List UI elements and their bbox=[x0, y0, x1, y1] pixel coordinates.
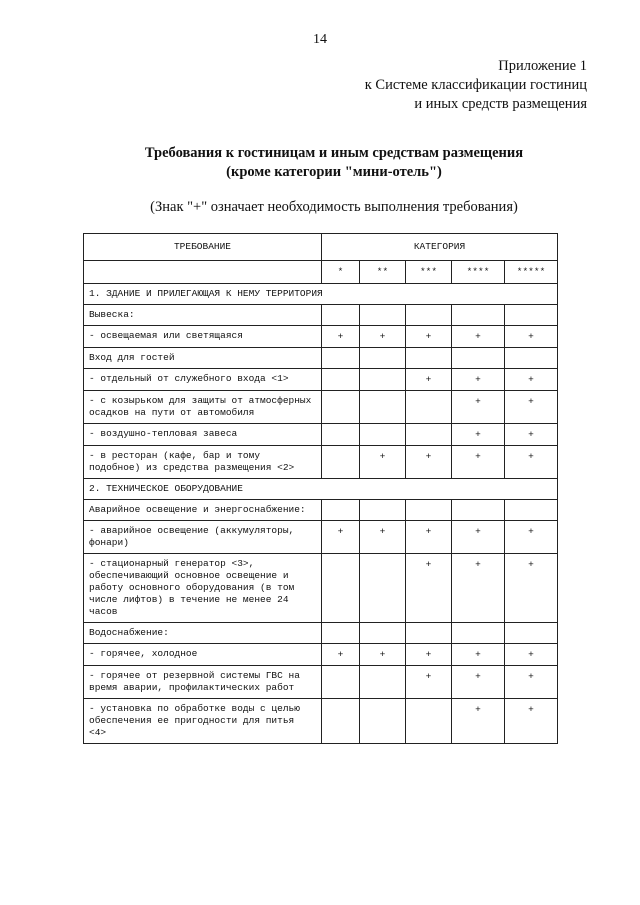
requirement-text: - стационарный генератор <3>, обеспечивающий основное освещение и работу основного оборудования (в том числе лифтов) в течение не менее 24 часов bbox=[84, 554, 322, 623]
category-mark-3: + bbox=[406, 666, 452, 699]
group-row bbox=[84, 623, 558, 644]
category-mark-4: + bbox=[452, 391, 505, 424]
category-mark-2 bbox=[360, 391, 406, 424]
category-mark-2 bbox=[360, 554, 406, 623]
requirement-text: - в ресторан (кафе, бар и тому подобное) из средства размещения <2> bbox=[84, 446, 322, 479]
category-mark-5: + bbox=[505, 446, 558, 479]
category-mark-1 bbox=[322, 699, 360, 744]
group-label: Аварийное освещение и энергоснабжение: bbox=[84, 500, 322, 521]
category-mark-4: + bbox=[452, 666, 505, 699]
requirement-row bbox=[84, 666, 558, 699]
category-mark-1 bbox=[322, 446, 360, 479]
requirement-text: - воздушно-тепловая завеса bbox=[84, 424, 322, 446]
category-mark-2 bbox=[360, 424, 406, 446]
requirement-row bbox=[84, 391, 558, 424]
category-mark-4: + bbox=[452, 554, 505, 623]
appendix-line-3: и иных средств размещения bbox=[414, 96, 587, 112]
category-mark-5: + bbox=[505, 554, 558, 623]
requirement-text: - горячее от резервной системы ГВС на время аварии, профилактических работ bbox=[84, 666, 322, 699]
category-mark-2 bbox=[360, 369, 406, 391]
category-mark-4: + bbox=[452, 644, 505, 666]
document-title bbox=[0, 144, 640, 182]
table-stars-row bbox=[84, 261, 558, 284]
requirement-row bbox=[84, 644, 558, 666]
section-row bbox=[84, 479, 558, 500]
category-mark-3: + bbox=[406, 446, 452, 479]
star-category-2: ** bbox=[360, 261, 406, 284]
category-mark-4 bbox=[452, 348, 505, 369]
requirement-text: - освещаемая или светящаяся bbox=[84, 326, 322, 348]
category-mark-2 bbox=[360, 666, 406, 699]
category-mark-4 bbox=[452, 500, 505, 521]
category-mark-5: + bbox=[505, 424, 558, 446]
category-mark-3 bbox=[406, 623, 452, 644]
category-mark-2 bbox=[360, 699, 406, 744]
category-mark-4 bbox=[452, 305, 505, 326]
title-line-1: Требования к гостиницам и иным средствам размещения bbox=[144, 145, 524, 161]
category-mark-3: + bbox=[406, 369, 452, 391]
category-mark-3 bbox=[406, 699, 452, 744]
category-mark-1: + bbox=[322, 644, 360, 666]
category-mark-1 bbox=[322, 666, 360, 699]
requirement-row bbox=[84, 554, 558, 623]
requirement-text: - с козырьком для защиты от атмосферных осадков на пути от автомобиля bbox=[84, 391, 322, 424]
section-title: 2. ТЕХНИЧЕСКОЕ ОБОРУДОВАНИЕ bbox=[84, 479, 558, 500]
category-mark-4: + bbox=[452, 699, 505, 744]
group-row bbox=[84, 348, 558, 369]
category-mark-5: + bbox=[505, 391, 558, 424]
category-mark-2: + bbox=[360, 326, 406, 348]
group-label: Вход для гостей bbox=[84, 348, 322, 369]
category-mark-1 bbox=[322, 305, 360, 326]
category-mark-2: + bbox=[360, 644, 406, 666]
category-mark-5: + bbox=[505, 644, 558, 666]
star-category-1: * bbox=[322, 261, 360, 284]
category-mark-5 bbox=[505, 305, 558, 326]
category-mark-4: + bbox=[452, 446, 505, 479]
category-mark-2: + bbox=[360, 446, 406, 479]
requirement-text: - установка по обработке воды с целью обеспечения ее пригодности для питья <4> bbox=[84, 699, 322, 744]
category-mark-4: + bbox=[452, 369, 505, 391]
group-row bbox=[84, 305, 558, 326]
category-mark-1 bbox=[322, 369, 360, 391]
category-mark-3 bbox=[406, 348, 452, 369]
section-title: 1. ЗДАНИЕ И ПРИЛЕГАЮЩАЯ К НЕМУ ТЕРРИТОРИЯ bbox=[84, 284, 558, 305]
group-row bbox=[84, 500, 558, 521]
category-mark-3 bbox=[406, 305, 452, 326]
category-mark-1 bbox=[322, 623, 360, 644]
appendix-reference bbox=[365, 57, 587, 114]
requirement-row bbox=[84, 369, 558, 391]
category-mark-3: + bbox=[406, 326, 452, 348]
category-mark-2 bbox=[360, 500, 406, 521]
category-mark-3 bbox=[406, 391, 452, 424]
category-mark-3: + bbox=[406, 644, 452, 666]
requirement-text: - аварийное освещение (аккумуляторы, фонари) bbox=[84, 521, 322, 554]
group-label: Водоснабжение: bbox=[84, 623, 322, 644]
category-mark-1: + bbox=[322, 521, 360, 554]
table-header-row bbox=[84, 234, 558, 261]
category-mark-3: + bbox=[406, 521, 452, 554]
category-mark-1: + bbox=[322, 326, 360, 348]
requirement-row bbox=[84, 326, 558, 348]
category-mark-3 bbox=[406, 424, 452, 446]
star-category-3: *** bbox=[406, 261, 452, 284]
legend-note: (Знак "+" означает необходимость выполнения требования) bbox=[150, 199, 518, 215]
category-mark-2 bbox=[360, 305, 406, 326]
category-mark-5: + bbox=[505, 666, 558, 699]
category-mark-5: + bbox=[505, 699, 558, 744]
category-mark-1 bbox=[322, 348, 360, 369]
header-requirement: ТРЕБОВАНИЕ bbox=[84, 234, 322, 261]
requirement-text: - горячее, холодное bbox=[84, 644, 322, 666]
category-mark-4: + bbox=[452, 424, 505, 446]
requirement-row bbox=[84, 446, 558, 479]
star-category-5: ***** bbox=[505, 261, 558, 284]
header-empty-cell bbox=[84, 261, 322, 284]
category-mark-2: + bbox=[360, 521, 406, 554]
category-mark-5: + bbox=[505, 521, 558, 554]
requirement-row bbox=[84, 699, 558, 744]
category-mark-2 bbox=[360, 623, 406, 644]
requirement-row bbox=[84, 424, 558, 446]
group-label: Вывеска: bbox=[84, 305, 322, 326]
category-mark-1 bbox=[322, 554, 360, 623]
appendix-line-2: к Системе классификации гостиниц bbox=[364, 77, 587, 93]
category-mark-4: + bbox=[452, 521, 505, 554]
category-mark-5 bbox=[505, 623, 558, 644]
title-line-2: (кроме категории "мини-отель") bbox=[226, 164, 442, 180]
requirement-text: - отдельный от служебного входа <1> bbox=[84, 369, 322, 391]
star-category-4: **** bbox=[452, 261, 505, 284]
section-row bbox=[84, 284, 558, 305]
category-mark-1 bbox=[322, 500, 360, 521]
page-number: 14 bbox=[313, 32, 327, 47]
header-category: КАТЕГОРИЯ bbox=[322, 234, 558, 261]
category-mark-4 bbox=[452, 623, 505, 644]
appendix-line-1: Приложение 1 bbox=[498, 58, 587, 74]
category-mark-1 bbox=[322, 424, 360, 446]
category-mark-3 bbox=[406, 500, 452, 521]
category-mark-5: + bbox=[505, 326, 558, 348]
requirement-row bbox=[84, 521, 558, 554]
category-mark-5 bbox=[505, 348, 558, 369]
category-mark-4: + bbox=[452, 326, 505, 348]
category-mark-5 bbox=[505, 500, 558, 521]
category-mark-3: + bbox=[406, 554, 452, 623]
category-mark-2 bbox=[360, 348, 406, 369]
requirements-table bbox=[83, 233, 558, 744]
category-mark-5: + bbox=[505, 369, 558, 391]
category-mark-1 bbox=[322, 391, 360, 424]
